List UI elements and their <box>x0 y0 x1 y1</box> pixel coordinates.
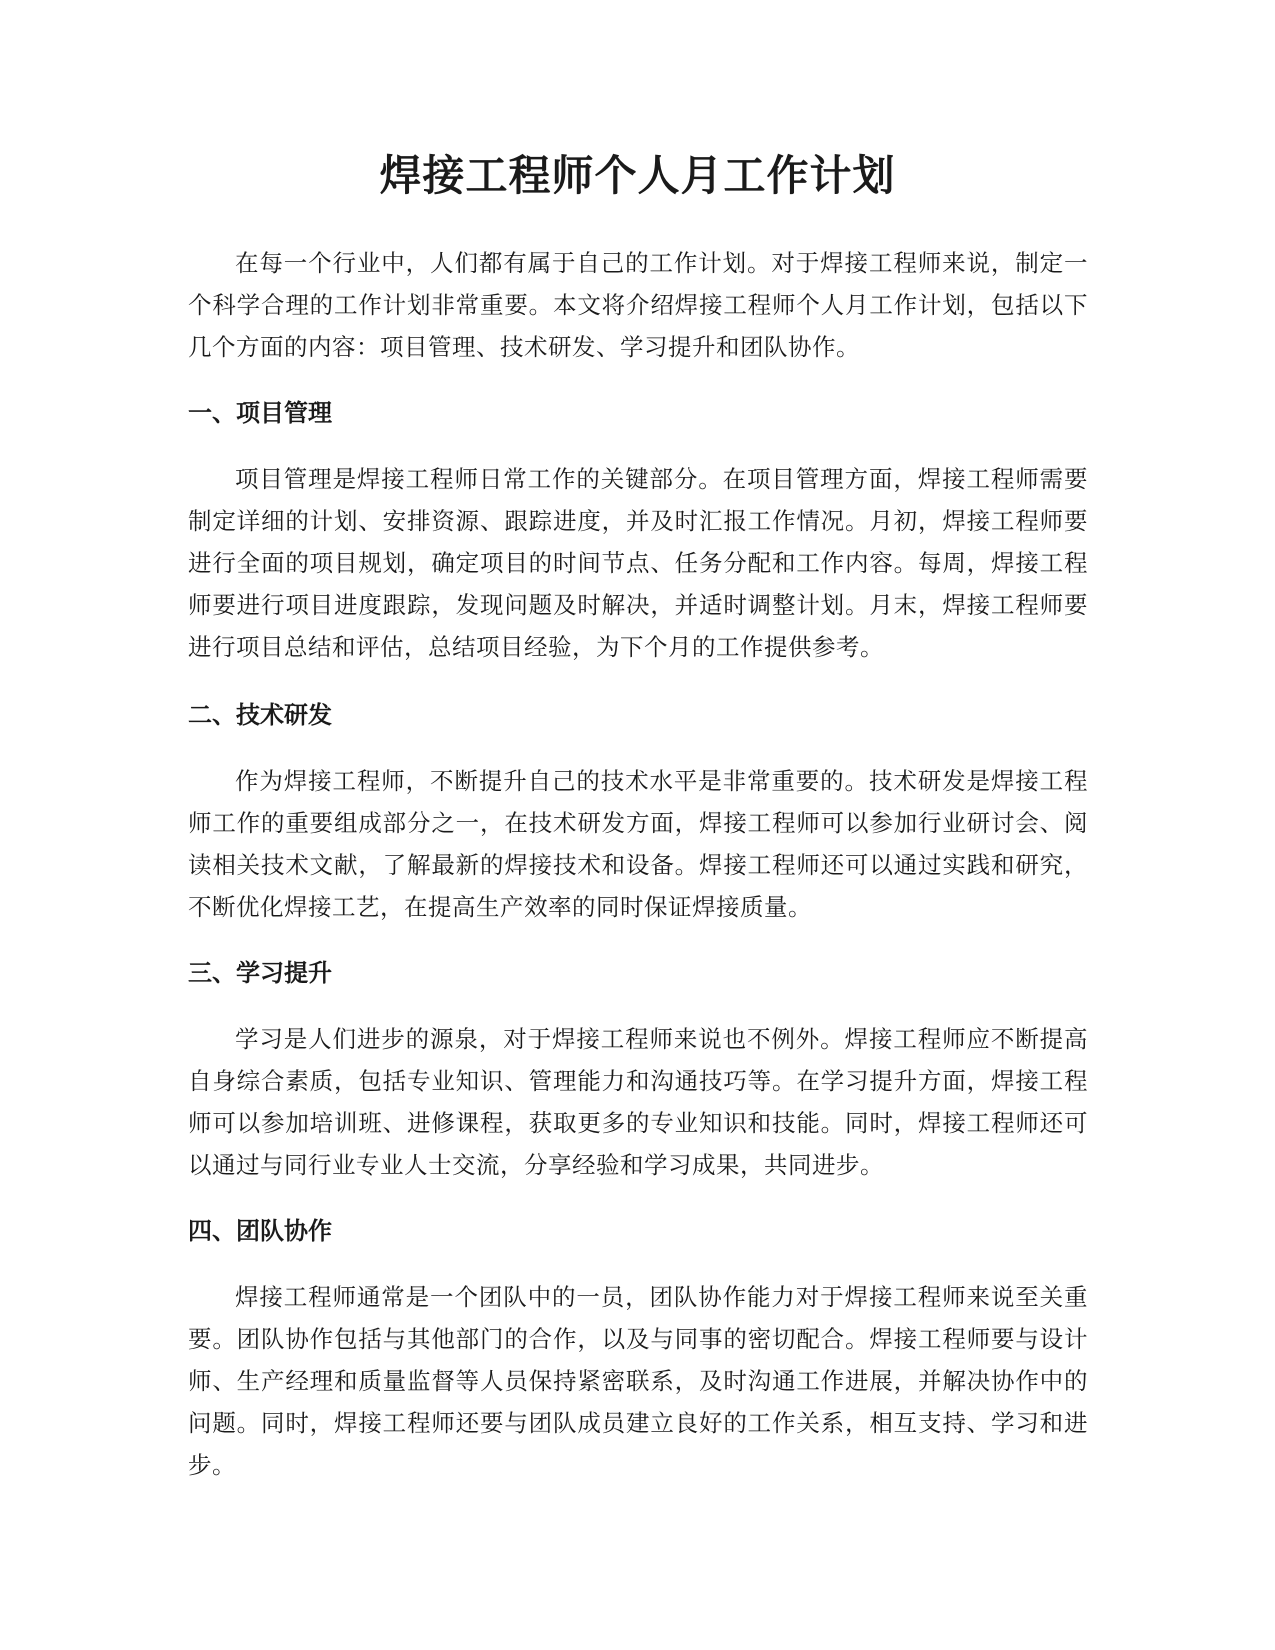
section-body-technical-rnd: 作为焊接工程师，不断提升自己的技术水平是非常重要的。技术研发是焊接工程师工作的重要组成部分之一，在技术研发方面，焊接工程师可以参加行业研讨会、阅读相关技术文献，了解最新的焊接技术和设备。焊接工程师还可以通过实践和研究，不断优化焊接工艺，在提高生产效率的同时保证焊接质量。 <box>188 767 1088 921</box>
section-body-learning: 学习是人们进步的源泉，对于焊接工程师来说也不例外。焊接工程师应不断提高自身综合素质，包括专业知识、管理能力和沟通技巧等。在学习提升方面，焊接工程师可以参加培训班、进修课程，获取更多的专业知识和技能。同时，焊接工程师还可以通过与同行业专业人士交流，分享经验和学习成果，共同进步。 <box>188 1025 1088 1179</box>
section-heading-learning: 三、学习提升 <box>188 959 332 987</box>
section-heading-teamwork: 四、团队协作 <box>188 1217 332 1245</box>
section-body-teamwork: 焊接工程师通常是一个团队中的一员，团队协作能力对于焊接工程师来说至关重要。团队协作包括与其他部门的合作，以及与同事的密切配合。焊接工程师要与设计师、生产经理和质量监督等人员保持紧密联系，及时沟通工作进展，并解决协作中的问题。同时，焊接工程师还要与团队成员建立良好的工作关系，相互支持、学习和进步。 <box>188 1283 1088 1479</box>
section-heading-technical-rnd: 二、技术研发 <box>188 701 332 729</box>
document-title: 焊接工程师个人月工作计划 <box>379 151 896 200</box>
intro-paragraph: 在每一个行业中，人们都有属于自己的工作计划。对于焊接工程师来说，制定一个科学合理的工作计划非常重要。本文将介绍焊接工程师个人月工作计划，包括以下几个方面的内容：项目管理、技术研发、学习提升和团队协作。 <box>188 249 1088 361</box>
section-heading-project-management: 一、项目管理 <box>188 399 332 427</box>
section-body-project-management: 项目管理是焊接工程师日常工作的关键部分。在项目管理方面，焊接工程师需要制定详细的计划、安排资源、跟踪进度，并及时汇报工作情况。月初，焊接工程师要进行全面的项目规划，确定项目的时间节点、任务分配和工作内容。每周，焊接工程师要进行项目进度跟踪，发现问题及时解决，并适时调整计划。月末，焊接工程师要进行项目总结和评估，总结项目经验，为下个月的工作提供参考。 <box>188 465 1088 661</box>
